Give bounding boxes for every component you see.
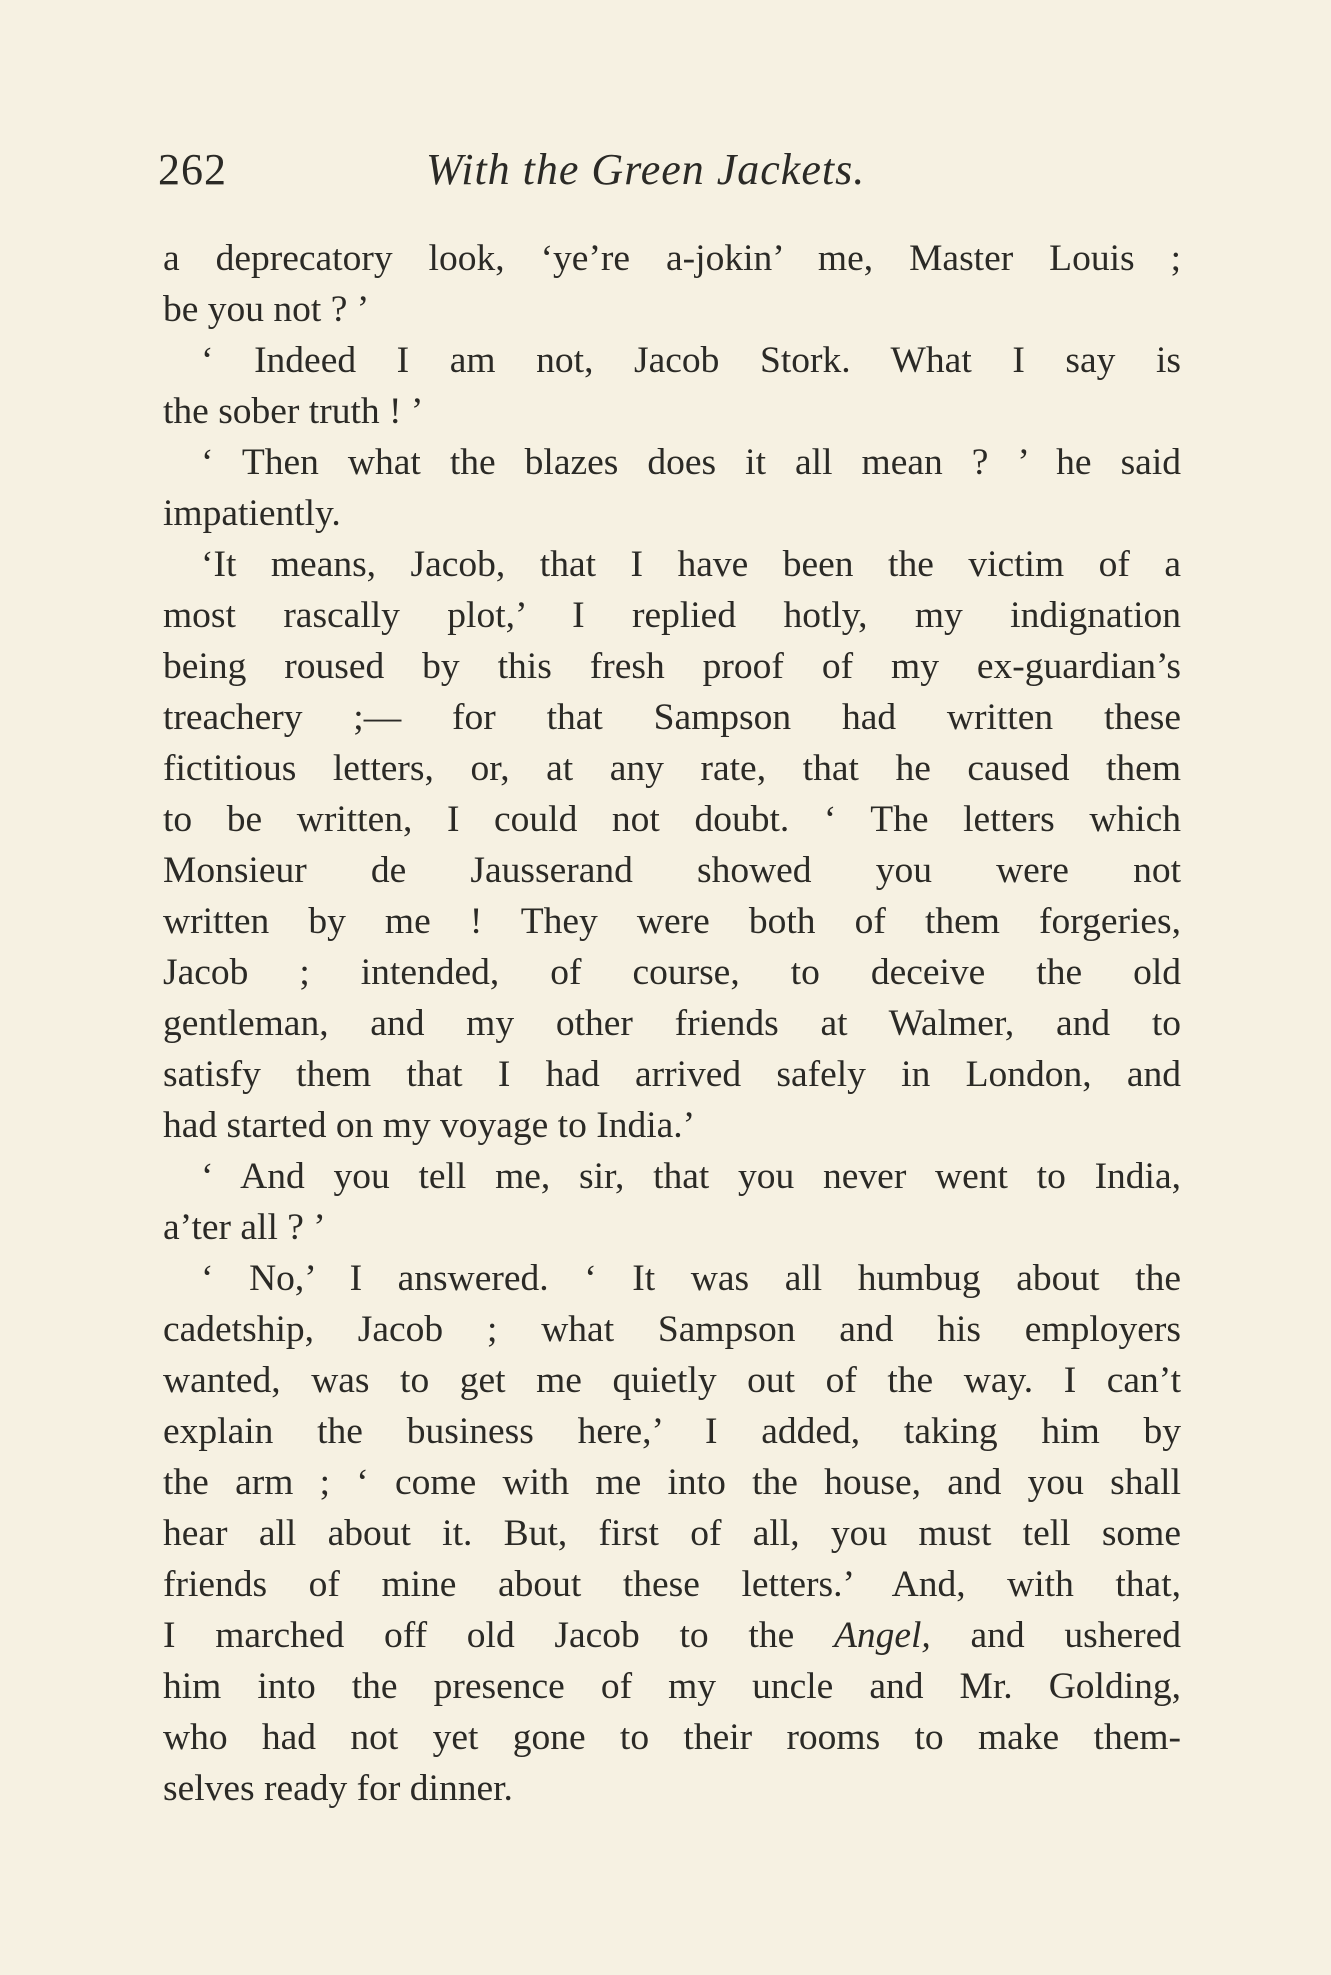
running-title: With the Green Jackets.	[426, 145, 866, 194]
text-line: ‘It means, Jacob, that I have been the victim of a	[201, 544, 1181, 585]
italic-inn-name: Angel,	[833, 1615, 931, 1656]
text-line: satisfy them that I had arrived safely in London, and	[163, 1054, 1181, 1095]
text-line: had started on my voyage to India.’	[163, 1105, 696, 1146]
text-line: him into the presence of my uncle and Mr. Golding,	[163, 1666, 1181, 1707]
text-line: written by me ! They were both of them forgeries,	[163, 901, 1181, 942]
text-line: gentleman, and my other friends at Walmer, and to	[163, 1003, 1181, 1044]
text-line: fictitious letters, or, at any rate, that he caused them	[163, 748, 1181, 789]
text-line: treachery ;— for that Sampson had written these	[163, 697, 1181, 738]
text-line: cadetship, Jacob ; what Sampson and his employers	[163, 1309, 1181, 1350]
text-line: ‘ Then what the blazes does it all mean ? ’ he said	[201, 442, 1181, 483]
text-line: hear all about it. But, first of all, you must tell some	[163, 1513, 1181, 1554]
text-line: friends of mine about these letters.’ And, with that,	[163, 1564, 1181, 1605]
text-line: the arm ; ‘ come with me into the house, and you shall	[163, 1462, 1181, 1503]
text-line: most rascally plot,’ I replied hotly, my indignation	[163, 595, 1181, 636]
text-line: be you not ? ’	[163, 289, 370, 330]
text-line: being roused by this fresh proof of my ex-guardian’s	[163, 646, 1181, 687]
text-line: ‘ And you tell me, sir, that you never went to India,	[201, 1156, 1181, 1197]
text-line: wanted, was to get me quietly out of the way. I can’t	[163, 1360, 1181, 1401]
text-line: to be written, I could not doubt. ‘ The letters which	[163, 799, 1181, 840]
text-line	[163, 1610, 1181, 1661]
body-text	[163, 233, 1181, 1814]
page-number: 262	[158, 145, 227, 194]
text-line: a’ter all ? ’	[163, 1207, 326, 1248]
text-segment: I marched off old Jacob to the	[163, 1615, 834, 1656]
text-segment: and ushered	[930, 1615, 1181, 1656]
text-line: ‘ Indeed I am not, Jacob Stork. What I say is	[201, 340, 1181, 381]
text-line: explain the business here,’ I added, taking him by	[163, 1411, 1181, 1452]
text-line: selves ready for dinner.	[163, 1768, 513, 1809]
text-line: ‘ No,’ I answered. ‘ It was all humbug about the	[201, 1258, 1181, 1299]
text-line: a deprecatory look, ‘ye’re a-jokin’ me, Master Louis ;	[163, 238, 1181, 279]
text-line: the sober truth ! ’	[163, 391, 424, 432]
running-head	[158, 140, 1178, 200]
text-line: Jacob ; intended, of course, to deceive the old	[163, 952, 1181, 993]
text-line: impatiently.	[163, 493, 341, 534]
text-line: Monsieur de Jausserand showed you were not	[163, 850, 1181, 891]
text-line: who had not yet gone to their rooms to make them-	[163, 1717, 1181, 1758]
